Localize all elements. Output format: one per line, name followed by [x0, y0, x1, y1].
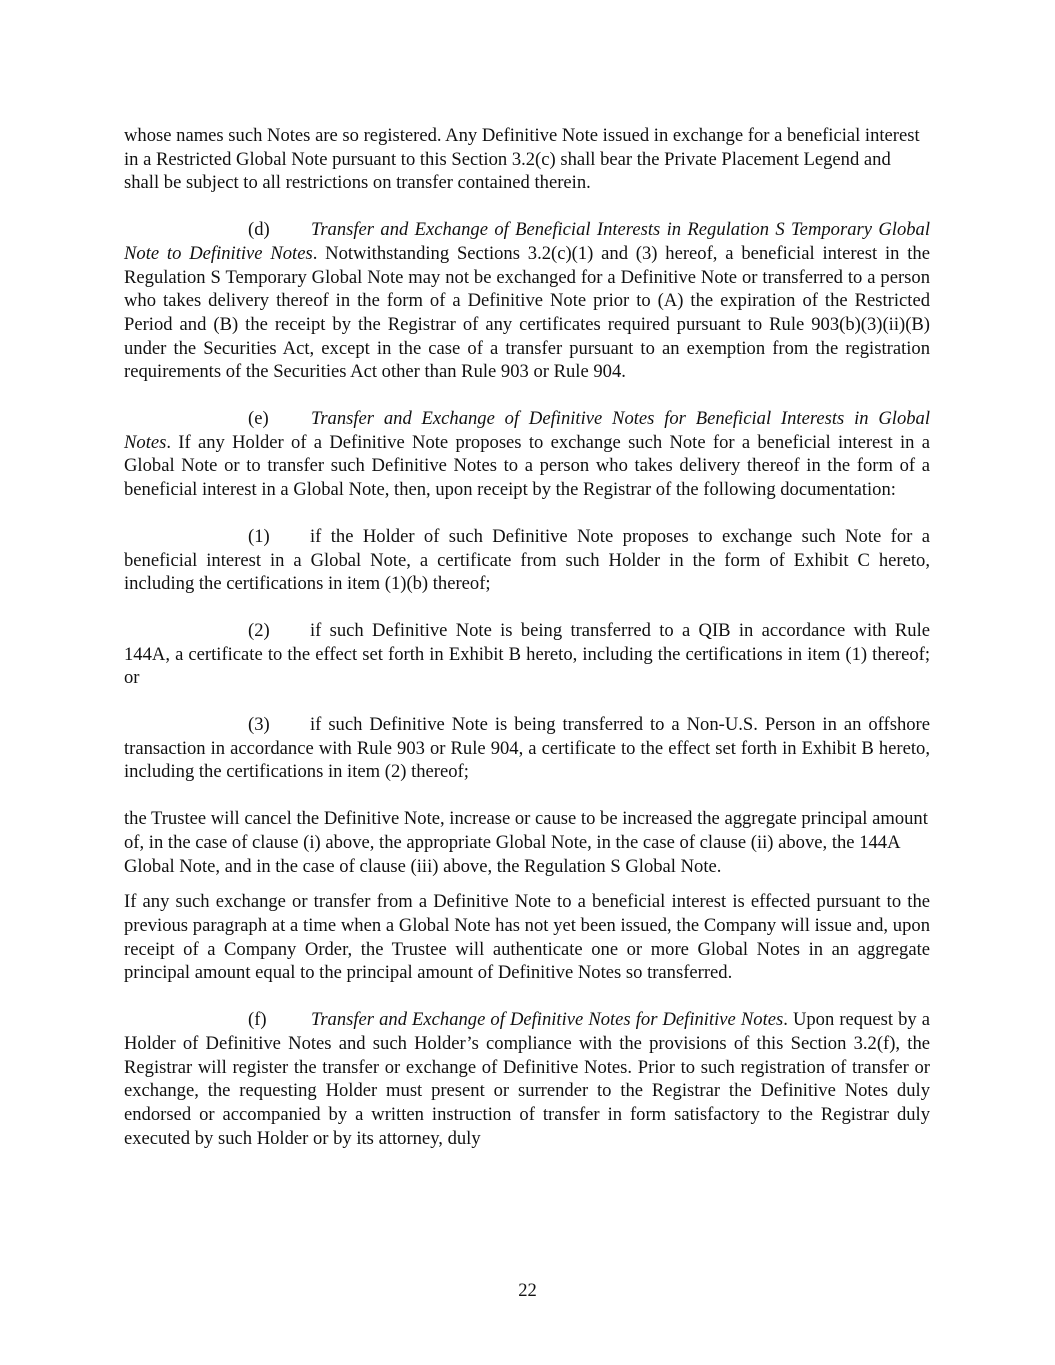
trustee-paragraph: the Trustee will cancel the Definitive Note, increase or cause to be increased the aggregate principal amount of, in the case of clause (i) above, the appropriate Global Note, in the case of clause (ii) above, the 144A Global Note, and in the case of clause (iii) above, the Regulation S Global Note.: [124, 808, 928, 877]
clause-e2-body: if such Definitive Note is being transferred to a QIB in accordance with Rule 144A, a certificate to the effect set forth in Exhibit B hereto, including the certifications in item (1) thereof; or: [124, 619, 930, 689]
section-d-heading: Transfer and Exchange of Beneficial Interests in Regulation S Temporary Global Note to Definitive Notes: [124, 219, 930, 264]
section-f-body: . Upon request by a Holder of Definitive Notes and such Holder’s compliance with the provisions of this Section 3.2(f), the Registrar will register the transfer or exchange of Definitive Notes. Prior to such registration of transfer or exchange, the requesting Holder must present or surrender to the Registrar the Definitive Notes duly endorsed or accompanied by a written instruction of transfer in form satisfactory to the Registrar duly executed by such Holder or by its attorney, duly: [124, 1009, 930, 1149]
section-e-label: (e): [248, 408, 269, 430]
section-f-heading: Transfer and Exchange of Definitive Notes for Definitive Notes: [311, 1009, 784, 1031]
section-e-body: . If any Holder of a Definitive Note proposes to exchange such Note for a beneficial interest in a Global Note or to transfer such Definitive Notes to a person who takes delivery thereof in the form of a beneficial interest in a Global Note, then, upon receipt by the Registrar of the following documentation:: [124, 431, 930, 501]
clause-e1-body: if the Holder of such Definitive Note proposes to exchange such Note for a beneficial interest in a Global Note, a certificate from such Holder in the form of Exhibit C hereto, including the certifications in item (1)(b) thereof;: [124, 525, 930, 595]
clause-e2-paragraph: [124, 619, 930, 690]
section-f-paragraph: [124, 1008, 930, 1150]
section-e-paragraph: [124, 407, 930, 502]
clause-e3-label: (3): [248, 714, 270, 736]
document-page: [124, 124, 930, 1150]
clause-e1-label: (1): [248, 525, 270, 547]
clause-e3-paragraph: [124, 713, 930, 784]
clause-e3-body: if such Definitive Note is being transferred to a Non-U.S. Person in an offshore transaction in accordance with Rule 903 or Rule 904, a certificate to the effect set forth in Exhibit B hereto, including the certifications in item (2) thereof;: [124, 714, 930, 783]
section-d-label: (d): [248, 219, 270, 241]
page-number: 22: [518, 1280, 537, 1301]
clause-e1-paragraph: [124, 525, 930, 596]
section-e-heading: Transfer and Exchange of Definitive Notes for Beneficial Interests in Global Notes: [124, 408, 930, 453]
section-d-body: . Notwithstanding Sections 3.2(c)(1) and (3) hereof, a beneficial interest in the Regulation S Temporary Global Note may not be exchanged for a Definitive Note or transferred to a person who takes delivery thereof in the form of a Definitive Note prior to (A) the expiration of the Restricted Period and (B) the receipt by the Registrar of any certificates required pursuant to Rule 903(b)(3)(ii)(B) under the Securities Act, except in the case of a transfer pursuant to an exemption from the registration requirements of the Securities Act other than Rule 903 or Rule 904.: [124, 242, 930, 383]
if-any-exchange-paragraph: If any such exchange or transfer from a Definitive Note to a beneficial interest is effected pursuant to the previous paragraph at a time when a Global Note has not yet been issued, the Company will issue and, upon receipt of a Company Order, the Trustee will authenticate one or more Global Notes in an aggregate principal amount equal to the principal amount of Definitive Notes so transferred.: [124, 891, 930, 984]
paragraph-continuation: whose names such Notes are so registered. Any Definitive Note issued in exchange for a beneficial interest in a Restricted Global Note pursuant to this Section 3.2(c) shall bear the Private Placement Legend and shall be subject to all restrictions on transfer contained therein.: [124, 125, 920, 194]
clause-e2-label: (2): [248, 619, 270, 641]
section-d-paragraph: [124, 218, 930, 384]
section-f-label: (f): [248, 1009, 267, 1031]
